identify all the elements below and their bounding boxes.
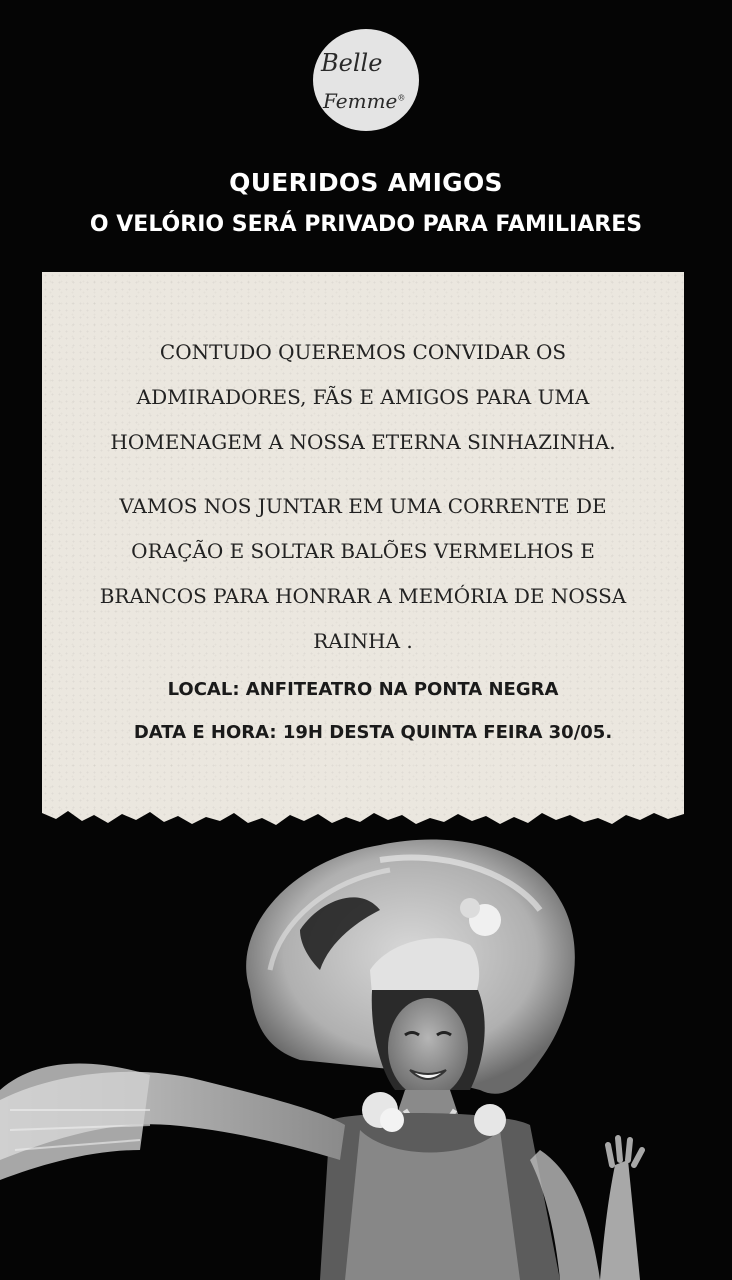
paragraph-line: BRANCOS PARA HONRAR A MEMÓRIA DE NOSSA (99, 584, 627, 608)
paragraph-line: CONTUDO QUEREMOS CONVIDAR OS (159, 340, 567, 364)
paragraph-line: RAINHA . (313, 629, 413, 653)
logo-registered-mark: ® (397, 93, 406, 103)
heading-subtitle: O VELÓRIO SERÁ PRIVADO PARA FAMILIARES (89, 212, 643, 237)
paragraph-line: HOMENAGEM A NOSSA ETERNA SINHAZINHA. (110, 430, 616, 454)
dancer-photo (0, 820, 732, 1280)
logo-line2 (323, 89, 405, 113)
prayer-paragraph (42, 484, 684, 664)
heading-title: QUERIDOS AMIGOS (229, 168, 503, 197)
event-location: LOCAL: ANFITEATRO NA PONTA NEGRA (167, 679, 559, 700)
logo-line2-text: Femme (323, 89, 398, 113)
paragraph-line: ADMIRADORES, FÃS E AMIGOS PARA UMA (136, 385, 590, 409)
invitation-paragraph (42, 330, 684, 465)
paragraph-line: VAMOS NOS JUNTAR EM UMA CORRENTE DE (119, 494, 607, 518)
logo-line1: Belle (321, 49, 383, 77)
brand-logo (313, 29, 419, 131)
event-datetime: DATA E HORA: 19H DESTA QUINTA FEIRA 30/05. (133, 722, 613, 743)
paragraph-line: ORAÇÃO E SOLTAR BALÕES VERMELHOS E (131, 539, 595, 563)
announcement-card (42, 272, 684, 832)
